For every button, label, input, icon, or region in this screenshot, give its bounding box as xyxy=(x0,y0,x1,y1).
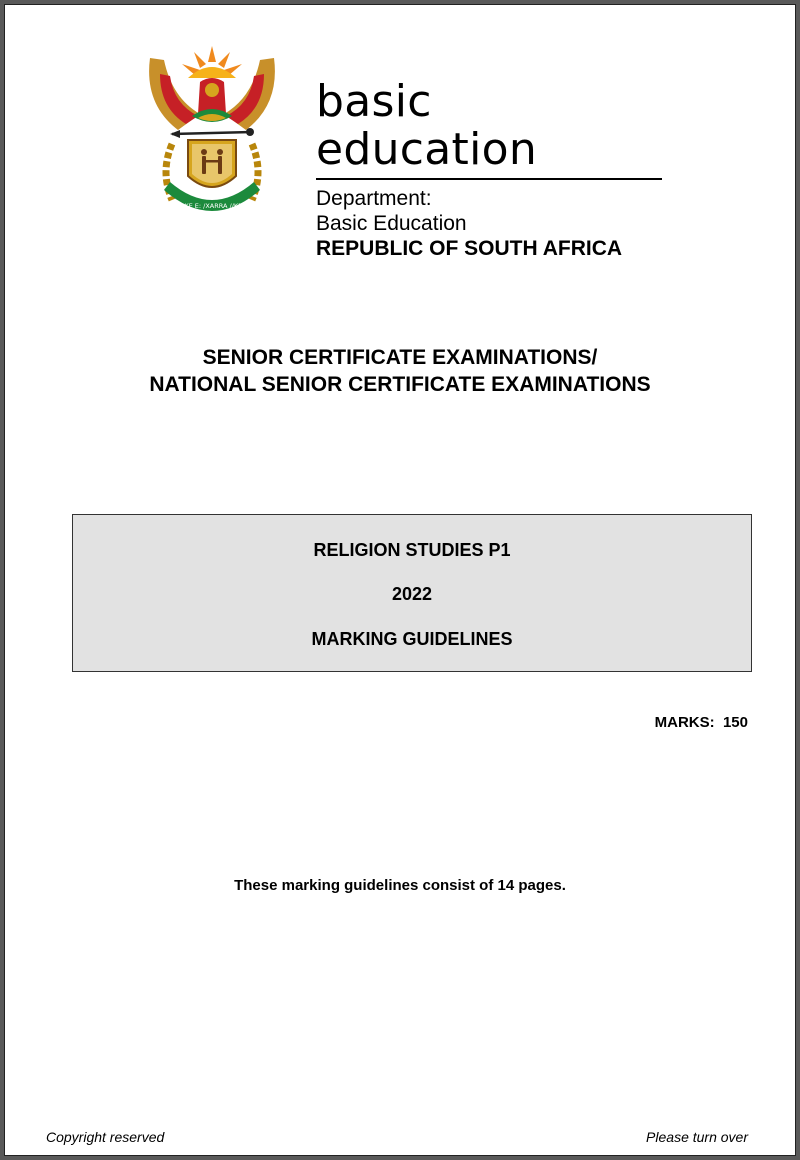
motto-text: !KE E: /XARRA //KE xyxy=(181,202,243,210)
exam-heading-line-1: SENIOR CERTIFICATE EXAMINATIONS/ xyxy=(202,346,598,369)
document-type: MARKING GUIDELINES xyxy=(311,629,513,649)
department-label: Department: xyxy=(316,187,432,210)
department-name: Basic Education xyxy=(316,212,467,235)
subject-title: RELIGION STUDIES P1 xyxy=(313,540,511,560)
exam-heading xyxy=(4,344,796,398)
total-marks: MARKS: 150 xyxy=(654,714,748,731)
copyright-footer: Copyright reserved xyxy=(46,1129,165,1145)
country-name: REPUBLIC OF SOUTH AFRICA xyxy=(316,237,623,260)
coat-of-arms-logo xyxy=(142,44,282,220)
brand-title: basic education xyxy=(316,76,538,175)
exam-year: 2022 xyxy=(391,584,433,604)
brand-divider xyxy=(316,178,662,180)
department-brand xyxy=(316,78,662,262)
exam-heading-line-2: NATIONAL SENIOR CERTIFICATE EXAMINATIONS xyxy=(149,373,651,396)
subject-box xyxy=(72,514,752,672)
page-count-note: These marking guidelines consist of 14 pages. xyxy=(234,877,566,894)
turn-over-footer: Please turn over xyxy=(646,1129,748,1145)
